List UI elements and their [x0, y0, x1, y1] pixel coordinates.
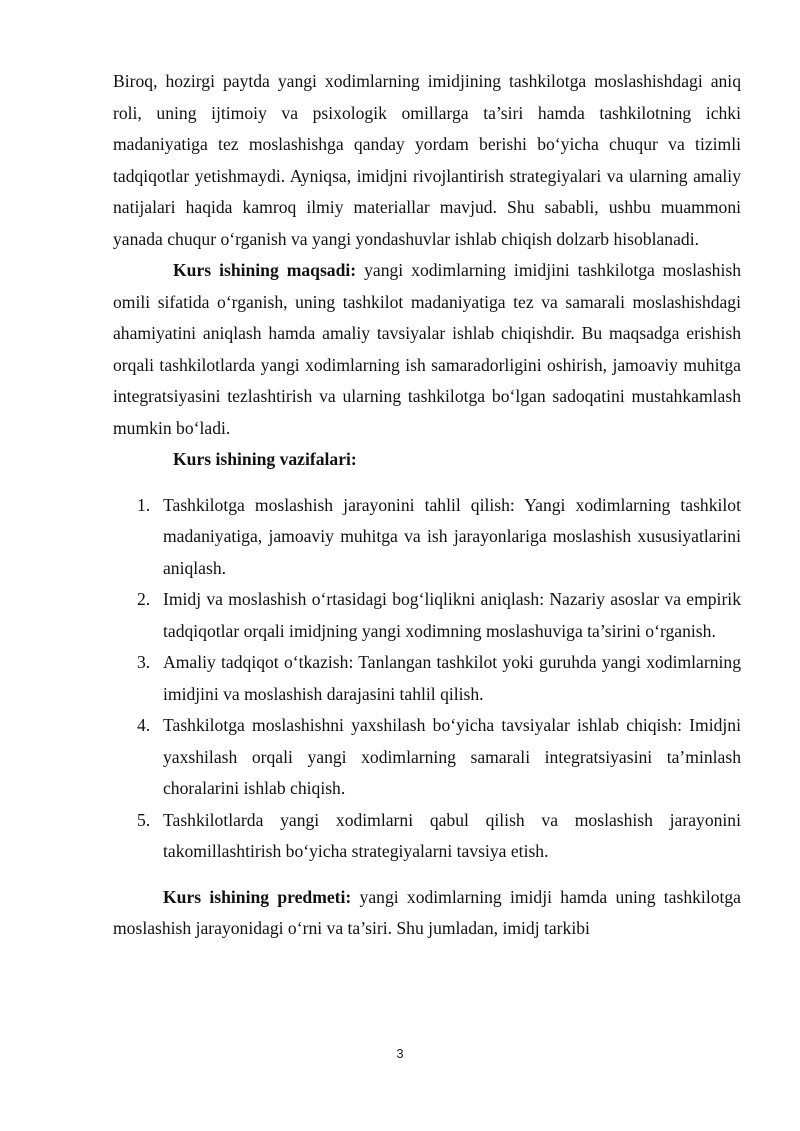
subject-label: Kurs ishining predmeti: — [163, 886, 352, 907]
tasks-list — [113, 490, 741, 868]
list-item — [137, 805, 741, 868]
list-item-number: 4. — [137, 715, 151, 735]
list-item-number: 1. — [137, 494, 151, 515]
list-item-text: Imidj va moslashish o‘rtasidagi bog‘liqlikni aniqlash: Nazariy asoslar va empirik tadqiqotlar orqali imidjning yangi xodimning moslashuviga ta’sirini o‘rganish. — [163, 589, 741, 641]
list-item — [137, 490, 741, 585]
paragraph-intro: Biroq, hozirgi paytda yangi xodimlarning imidjining tashkilotga moslashishdagi aniq roli, uning ijtimoiy va psixologik omillarga ta’siri hamda tashkilotning ichki madaniyatiga tez moslashishga qanday yordam berishi bo‘yicha chuqur va tizimli tadqiqotlar yetishmaydi. Ayniqsa, imidjni rivojlantirish strategiyalari va ularning amaliy natijalari haqida kamroq ilmiy materiallar mavjud. Shu sababli, ushbu muammoni yanada chuqur o‘rganish va yangi yondashuvlar ishlab chiqish dolzarb hisoblanadi. — [113, 71, 741, 249]
paragraph-subject — [113, 882, 741, 945]
paragraph-goal — [113, 255, 741, 444]
list-item-text: Tashkilotga moslashish jarayonini tahlil qilish: Yangi xodimlarning tashkilot madaniyatiga, jamoaviy muhitga va ish jarayonlariga moslashish xususiyatlarini aniqlash. — [163, 494, 741, 578]
list-item-text: Tashkilotga moslashishni yaxshilash bo‘yicha tavsiyalar ishlab chiqish: Imidjni yaxshilash orqali yangi xodimlarning samarali integratsiyasini ta’minlash choralarini ishlab chiqish. — [163, 715, 741, 798]
goal-text: yangi xodimlarning imidjini tashkilotga moslashish omili sifatida o‘rganish, uning tashkilot madaniyatiga tez va samarali moslashishdagi ahamiyatini aniqlash hamda amaliy tavsiyalar ishlab chiqishdir. Bu maqsadga erishish orqali tashkilotlarda yangi xodimlarning ish samaradorligini oshirish, jamoaviy muhitga integratsiyasini tezlashtirish va ularning tashkilotga bo‘lgan sadoqatini mustahkamlash mumkin bo‘ladi. — [113, 260, 741, 438]
tasks-heading-label: Kurs ishining vazifalari: — [173, 449, 357, 469]
list-item — [137, 584, 741, 647]
list-item-text: Tashkilotlarda yangi xodimlarni qabul qilish va moslashish jarayonini takomillashtirish bo‘yicha strategiyalarni tavsiya etish. — [163, 809, 741, 861]
list-item-number: 2. — [137, 589, 151, 609]
list-item-text: Amaliy tadqiqot o‘tkazish: Tanlangan tashkilot yoki guruhda yangi xodimlarning imidjini va moslashish darajasini tahlil qilish. — [163, 652, 741, 704]
page-content — [113, 66, 741, 945]
list-item-number: 5. — [137, 809, 151, 830]
list-item — [137, 647, 741, 710]
tasks-heading — [113, 444, 741, 476]
goal-label: Kurs ishining maqsadi: — [173, 260, 357, 280]
list-item — [137, 710, 741, 805]
subject-text: yangi xodimlarning imidji hamda uning tashkilotga moslashish jarayonidagi o‘rni va ta’siri. Shu jumladan, imidj tarkibi — [113, 886, 741, 938]
page-number: 3 — [396, 1046, 404, 1061]
list-item-number: 3. — [137, 652, 151, 672]
